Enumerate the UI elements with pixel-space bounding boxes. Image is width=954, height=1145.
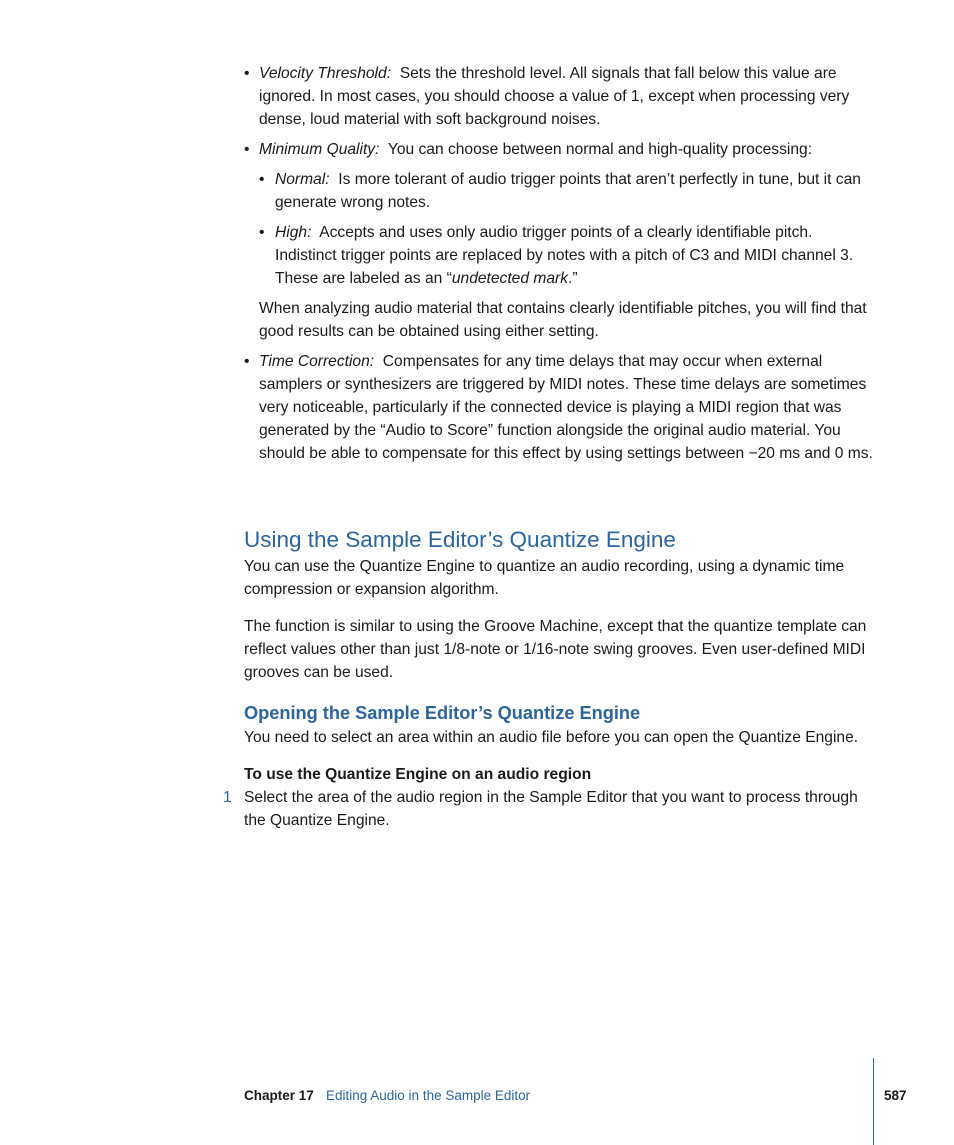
subsection-paragraph: You need to select an area within an audio file before you can open the Quantize Engine. (244, 729, 859, 746)
bullet-velocity-threshold (244, 62, 878, 131)
desc-high: Accepts and uses only audio trigger points of a clearly identifiable pitch. Indistinct trigger points are replaced by notes with a pitch of C3 and MIDI channel 3. These are labeled as an “ (275, 224, 854, 287)
bullet-glyph: • (259, 171, 265, 188)
bullet-glyph: • (259, 224, 265, 241)
bullet-minimum-quality (244, 138, 878, 161)
footer-divider (873, 1058, 874, 1145)
bullet-high (259, 221, 878, 290)
subsection-heading: Opening the Sample Editor’s Quantize Engine (244, 703, 641, 723)
section-paragraph-2: The function is similar to using the Groove Machine, except that the quantize template can reflect values other than just 1/8-note or 1/16-note swing grooves. Even user-defined MIDI grooves can be used. (244, 618, 867, 681)
page-number: 587 (884, 1088, 907, 1103)
bullet-glyph: • (244, 65, 250, 82)
footer-chapter-title: Editing Audio in the Sample Editor (326, 1088, 531, 1103)
desc-minimum-quality: You can choose between normal and high-quality processing: (387, 141, 813, 158)
desc-velocity-threshold: Sets the threshold level. All signals that fall below this value are ignored. In most cases, you should choose a value of 1, except when processing very dense, loud material with soft background noises. (259, 65, 850, 128)
bullet-normal (259, 168, 878, 214)
bullet-glyph: • (244, 141, 250, 158)
step-number: 1 (223, 789, 232, 806)
bullet-glyph: • (244, 353, 250, 370)
term-velocity-threshold: Velocity Threshold: (259, 65, 392, 82)
term-minimum-quality: Minimum Quality: (259, 141, 380, 158)
desc-normal: Is more tolerant of audio trigger points that aren’t perfectly in tune, but it can generate wrong notes. (275, 171, 861, 211)
desc-time-correction: Compensates for any time delays that may occur when external samplers or synthesizers are triggered by MIDI notes. These time delays are sometimes very noticeable, particularly if the connected device is playing a MIDI region that was generated by the “Audio to Score” function alongside the original audio material. You should be able to compensate for this effect by using settings between −20 ms and 0 ms. (259, 353, 873, 462)
desc-high-end: .” (568, 270, 578, 287)
term-normal: Normal: (275, 171, 330, 188)
undetected-mark-term: undetected mark (451, 270, 568, 287)
step-text: Select the area of the audio region in the Sample Editor that you want to process through the Quantize Engine. (244, 789, 858, 829)
analyzing-paragraph: When analyzing audio material that contains clearly identifiable pitches, you will find that good results can be obtained using either setting. (259, 300, 867, 340)
term-time-correction: Time Correction: (259, 353, 375, 370)
bullet-time-correction (244, 350, 878, 465)
task-title: To use the Quantize Engine on an audio region (244, 766, 592, 783)
section-paragraph-1: You can use the Quantize Engine to quantize an audio recording, using a dynamic time compression or expansion algorithm. (244, 558, 845, 598)
footer-chapter: Chapter 17 (244, 1088, 314, 1103)
section-heading: Using the Sample Editor’s Quantize Engine (244, 527, 676, 552)
term-high: High: (275, 224, 312, 241)
